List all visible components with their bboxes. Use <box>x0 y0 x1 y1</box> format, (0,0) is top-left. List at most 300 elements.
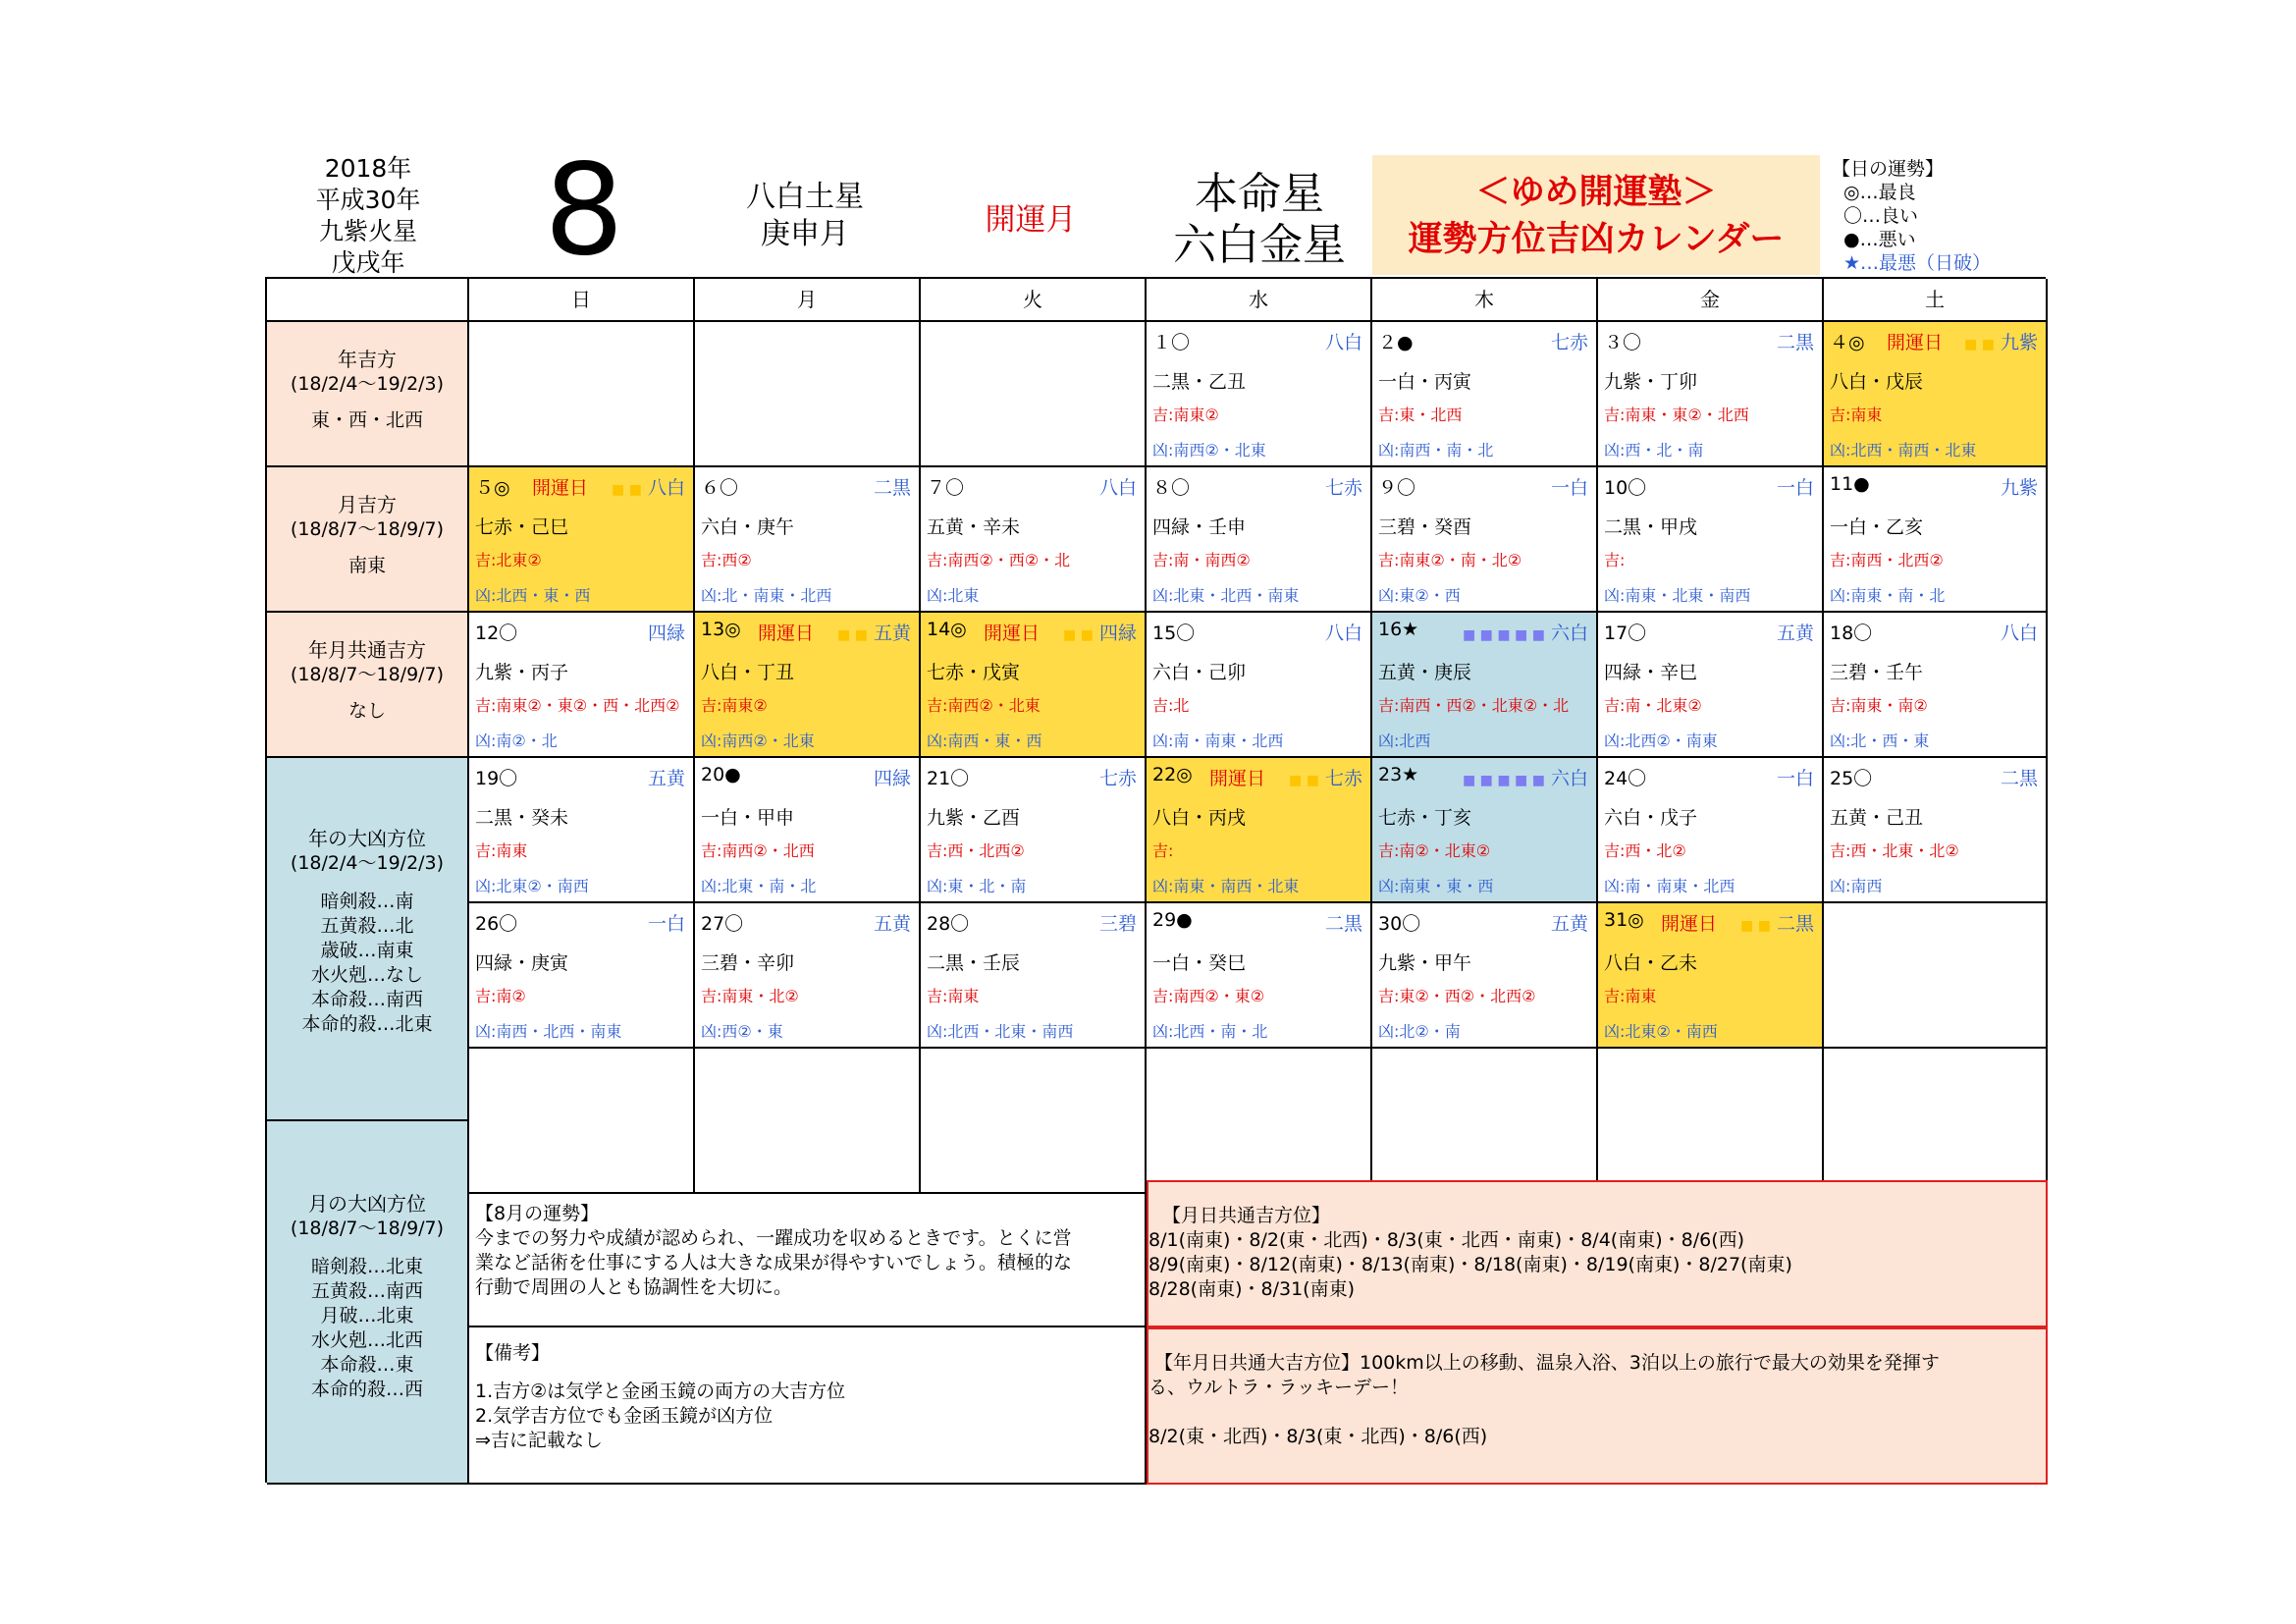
year-eto-line: 戊戌年 <box>331 248 405 277</box>
day-cell <box>921 613 1147 758</box>
day-cell <box>1598 613 1824 758</box>
day-number: ８〇 <box>1152 477 1191 499</box>
day-star: 二黒 <box>1776 332 1814 353</box>
day-number: ７〇 <box>927 477 965 499</box>
note-line: 8/28(南東)・8/31(南東) <box>1148 1278 1355 1300</box>
day-star: 四緑 <box>1098 623 1137 644</box>
day-kyo: 凶:南西・東・西 <box>927 731 1042 750</box>
weekday-sat: 土 <box>1824 279 2048 322</box>
day-cell <box>1372 322 1598 467</box>
day-eto: 四緑・庚寅 <box>475 952 569 974</box>
day-kyo: 凶:南東・北東・南西 <box>1604 586 1751 605</box>
day-kyo: 凶:北東②・南西 <box>475 877 589 895</box>
day-kichi: 吉:西② <box>701 551 752 569</box>
day-cell <box>695 903 921 1049</box>
weekday-wed: 水 <box>1147 279 1372 322</box>
day-kyo: 凶:南東・東・西 <box>1378 877 1494 895</box>
day-star: 九紫 <box>2000 477 2038 499</box>
day-number: ９〇 <box>1378 477 1416 499</box>
day-star-group <box>1551 909 1588 936</box>
day-header <box>1378 328 1588 355</box>
day-kyo: 凶:南・南東・北西 <box>1604 877 1735 895</box>
day-kichi: 吉: <box>1152 841 1174 860</box>
day-star-group <box>874 473 911 500</box>
day-star-group <box>648 619 685 645</box>
day-eto: 一白・丙寅 <box>1378 371 1472 393</box>
day-kichi: 吉:南西②・北東 <box>927 696 1041 715</box>
day-star: 二黒 <box>1776 913 1814 935</box>
day-number: 19〇 <box>475 768 518 789</box>
empty-day-cell <box>469 1049 695 1194</box>
side-range: (18/8/7～18/9/7) <box>290 518 445 540</box>
day-star: 二黒 <box>1324 913 1362 935</box>
day-cell <box>1147 903 1372 1049</box>
day-star: 九紫 <box>2000 332 2038 353</box>
day-kichi: 吉:南東 <box>1604 987 1657 1005</box>
note-line: 今までの努力や成績が認められ、一躍成功を収めるときです。とくに営 <box>475 1227 1072 1249</box>
side-lines <box>267 1255 467 1402</box>
legend <box>1832 157 2048 275</box>
year-info <box>265 153 471 279</box>
day-kichi: 吉:南東・南② <box>1830 696 1928 715</box>
day-cell <box>695 467 921 613</box>
day-header <box>1604 473 1814 501</box>
day-star-group <box>874 909 911 936</box>
day-kichi: 吉:南東②・南・北② <box>1378 551 1522 569</box>
day-header <box>701 764 911 791</box>
day-star: 四緑 <box>647 623 685 644</box>
day-star: 七赤 <box>1550 332 1588 353</box>
day-star: 五黄 <box>1550 913 1588 935</box>
note-line: る、ウルトラ・ラッキーデー！ <box>1148 1377 1410 1398</box>
day-header <box>475 473 685 501</box>
day-star-group <box>648 909 685 936</box>
day-number: 21〇 <box>927 768 970 789</box>
day-header <box>1152 328 1362 355</box>
day-eto: 四緑・壬申 <box>1152 516 1247 538</box>
side-line: 五黄殺…北 <box>320 915 414 937</box>
day-cell <box>695 758 921 903</box>
day-header <box>1378 473 1588 501</box>
day-kichi: 吉:南東② <box>1152 406 1219 424</box>
day-kichi: 吉:南東②・東②・西・北西② <box>475 696 680 715</box>
day-star: 五黄 <box>1776 623 1814 644</box>
day-eto: 九紫・乙酉 <box>927 807 1021 829</box>
day-number: 31◎ <box>1604 909 1644 931</box>
day-star: 五黄 <box>873 623 911 644</box>
side-title: 年月共通吉方 <box>308 638 426 662</box>
day-kichi: 吉:西・北西② <box>927 841 1025 860</box>
day-number: 18〇 <box>1830 623 1873 644</box>
day-star-group <box>648 764 685 790</box>
day-number: 30〇 <box>1378 913 1421 935</box>
day-kichi: 吉:南東・東②・北西 <box>1604 406 1749 424</box>
day-star: 二黒 <box>2000 768 2038 789</box>
day-star: 八白 <box>1098 477 1137 499</box>
day-star: 一白 <box>647 913 685 935</box>
day-cell <box>1147 758 1372 903</box>
day-number: 24〇 <box>1604 768 1647 789</box>
day-star-group <box>1777 619 1814 645</box>
day-kichi: 吉:南西・西②・北東②・北 <box>1378 696 1570 715</box>
note-line: 8/1(南東)・8/2(東・北西)・8/3(東・北西・南東)・8/4(南東)・8/6(西) <box>1148 1229 1745 1251</box>
day-star-group <box>1551 473 1588 500</box>
legend-best: ◎…最良 <box>1843 182 1916 203</box>
day-header <box>927 764 1137 791</box>
day-kichi: 吉:南② <box>475 987 526 1005</box>
side-title: 月吉方 <box>338 493 397 516</box>
day-star-group <box>1887 328 2038 354</box>
day-number: 25〇 <box>1830 768 1873 789</box>
day-kyo: 凶:南西・北西・南東 <box>475 1022 622 1041</box>
day-star-group <box>2001 619 2038 645</box>
day-number: 14◎ <box>927 619 967 640</box>
day-kichi: 吉:南②・北東② <box>1378 841 1491 860</box>
day-cell <box>695 613 921 758</box>
side-line: 本命的殺…西 <box>310 1379 423 1400</box>
day-kyo: 凶:南西 <box>1830 877 1883 895</box>
day-eto: 八白・丁丑 <box>701 662 795 683</box>
side-nen-kippo <box>267 322 469 467</box>
legend-title: 【日の運勢】 <box>1832 158 1945 180</box>
day-eto: 五黄・庚辰 <box>1378 662 1472 683</box>
day-star-group <box>1325 909 1362 936</box>
weekday-sun: 日 <box>469 279 695 322</box>
day-star: 七赤 <box>1324 477 1362 499</box>
day-eto: 一白・甲申 <box>701 807 795 829</box>
side-value: 南東 <box>347 555 386 576</box>
side-line: 歳破…南東 <box>320 940 414 961</box>
day-kyo: 凶:北西・東・西 <box>475 586 591 605</box>
day-cell <box>921 903 1147 1049</box>
day-number: 11● <box>1830 473 1870 495</box>
note-line: 2.気学吉方位でも金函玉鏡が凶方位 <box>475 1405 774 1427</box>
day-header <box>1378 909 1588 937</box>
day-header <box>1830 473 2038 501</box>
honmei-star <box>1147 169 1372 271</box>
day-header <box>1152 909 1362 937</box>
banner-line-1: ＜ゆめ開運塾＞ <box>1475 173 1717 212</box>
day-eto: 六白・戊子 <box>1604 807 1698 829</box>
year-star-line: 九紫火星 <box>318 217 417 245</box>
day-kichi: 吉:南西・北西② <box>1830 551 1944 569</box>
empty-day-cell <box>921 1049 1147 1194</box>
side-range: (18/2/4～19/2/3) <box>290 852 445 874</box>
empty-day-cell <box>1372 1049 1598 1194</box>
day-number: ２● <box>1378 332 1414 353</box>
day-eto: 五黄・己丑 <box>1830 807 1924 829</box>
day-cell <box>1598 758 1824 903</box>
empty-day-cell <box>921 322 1147 467</box>
day-cell <box>1147 613 1372 758</box>
day-star: 五黄 <box>647 768 685 789</box>
note-line: 8/9(南東)・8/12(南東)・8/13(南東)・8/18(南東)・8/19(南東)・8/27(南東) <box>1148 1254 1792 1275</box>
day-eto: 二黒・甲戌 <box>1604 516 1698 538</box>
day-star-group <box>1099 764 1137 790</box>
day-header <box>475 764 685 791</box>
note-line: 1.吉方②は気学と金函玉鏡の両方の大吉方位 <box>475 1380 846 1402</box>
day-star-group <box>1551 328 1588 354</box>
day-star: 四緑 <box>873 768 911 789</box>
day-eto: 三碧・辛卯 <box>701 952 795 974</box>
marker-icon: ■ ■ ■ ■ ■ <box>1462 627 1545 643</box>
side-line: 本命的殺…北東 <box>301 1013 433 1035</box>
empty-day-cell <box>695 322 921 467</box>
day-kichi: 吉:西・北② <box>1604 841 1686 860</box>
day-header <box>1830 328 2038 355</box>
day-cell <box>1372 467 1598 613</box>
day-eto: 九紫・丙子 <box>475 662 569 683</box>
weekday-thu: 木 <box>1372 279 1598 322</box>
day-kyo: 凶:北・西・東 <box>1830 731 1930 750</box>
legend-good: 〇…良い <box>1843 205 1919 227</box>
day-star: 八白 <box>647 477 685 499</box>
day-cell <box>921 758 1147 903</box>
day-kichi: 吉:東②・西②・北西② <box>1378 987 1536 1005</box>
day-star-group <box>984 619 1137 645</box>
day-kyo: 凶:南西②・北東 <box>1152 441 1266 460</box>
day-header <box>475 909 685 937</box>
day-number: ５◎ <box>475 477 510 499</box>
day-number: 16★ <box>1378 619 1419 640</box>
day-star: 一白 <box>1776 768 1814 789</box>
day-star-group <box>1099 473 1137 500</box>
day-kichi: 吉:南西②・東② <box>1152 987 1265 1005</box>
kaiun-day-label: 開運日 <box>532 477 589 499</box>
day-eto: 三碧・壬午 <box>1830 662 1924 683</box>
day-eto: 七赤・己巳 <box>475 516 569 538</box>
day-kichi: 吉:南西②・北西 <box>701 841 815 860</box>
day-kichi: 吉:南東 <box>1830 406 1883 424</box>
side-tsuki-daikyo <box>267 1121 469 1485</box>
day-number: ３〇 <box>1604 332 1642 353</box>
side-range: (18/2/4～19/2/3) <box>290 373 445 395</box>
year-line: 2018年 <box>324 154 412 183</box>
day-kichi: 吉:北東② <box>475 551 542 569</box>
side-kyotsu-kippo <box>267 613 469 758</box>
side-line: 五黄殺…南西 <box>310 1280 423 1302</box>
day-header <box>1152 764 1362 791</box>
side-line: 水火剋…なし <box>310 964 423 986</box>
day-number: 29● <box>1152 909 1193 931</box>
day-cell <box>1824 322 2048 467</box>
day-header <box>1152 473 1362 501</box>
day-eto: 三碧・癸酉 <box>1378 516 1472 538</box>
day-star: 八白 <box>1324 332 1362 353</box>
day-kyo: 凶:北・南東・北西 <box>701 586 832 605</box>
day-header <box>701 619 911 646</box>
day-star: 八白 <box>1324 623 1362 644</box>
day-star: 一白 <box>1776 477 1814 499</box>
side-value: 東・西・北西 <box>310 409 423 431</box>
side-title: 年の大凶方位 <box>308 827 426 850</box>
day-cell <box>1598 322 1824 467</box>
note-nengappi-daikippo <box>1147 1327 2048 1485</box>
empty-day-cell <box>1824 903 2048 1049</box>
day-kichi: 吉:北 <box>1152 696 1190 715</box>
legend-worst: ★…最悪（日破） <box>1843 252 1992 274</box>
note-line: 行動で周囲の人とも協調性を大切に。 <box>475 1276 793 1298</box>
day-header <box>927 473 1137 501</box>
day-number: 10〇 <box>1604 477 1647 499</box>
day-star-group <box>2001 764 2038 790</box>
day-kyo: 凶:東・北・南 <box>927 877 1027 895</box>
side-line: 本命殺…東 <box>320 1354 414 1376</box>
side-tsuki-kippo <box>267 467 469 613</box>
note-title: 【備考】 <box>475 1342 551 1364</box>
day-eto: 五黄・辛未 <box>927 516 1021 538</box>
day-kyo: 凶:北東 <box>927 586 980 605</box>
day-star-group <box>1661 909 1814 936</box>
day-cell <box>1598 467 1824 613</box>
day-cell <box>1598 903 1824 1049</box>
day-star-group <box>1209 764 1362 790</box>
day-number: 28〇 <box>927 913 970 935</box>
day-kichi: 吉:南西②・西②・北 <box>927 551 1071 569</box>
day-star-group <box>1463 619 1588 645</box>
day-kichi: 吉:南東② <box>701 696 768 715</box>
empty-day-cell <box>1824 1049 2048 1194</box>
day-cell <box>1372 613 1598 758</box>
side-line: 暗剣殺…北東 <box>310 1256 423 1277</box>
day-cell <box>1147 322 1372 467</box>
day-kyo: 凶:北東・南・北 <box>701 877 817 895</box>
day-eto: 九紫・丁卯 <box>1604 371 1698 393</box>
day-eto: 一白・乙亥 <box>1830 516 1924 538</box>
day-kyo: 凶:北西・南西・北東 <box>1830 441 1977 460</box>
day-star: 六白 <box>1550 768 1588 789</box>
day-cell <box>469 903 695 1049</box>
note-remarks <box>469 1327 1147 1485</box>
day-eto: 二黒・乙丑 <box>1152 371 1247 393</box>
day-eto: 二黒・壬辰 <box>927 952 1021 974</box>
day-star-group <box>1777 328 1814 354</box>
day-header <box>701 473 911 501</box>
day-header <box>475 619 685 646</box>
day-star: 五黄 <box>873 913 911 935</box>
day-kyo: 凶:南・南東・北西 <box>1152 731 1284 750</box>
note-monthly-fortune <box>469 1180 1147 1327</box>
day-kyo: 凶:北東・北西・南東 <box>1152 586 1300 605</box>
day-header <box>1378 764 1588 791</box>
kaiun-day-label: 開運日 <box>1887 332 1944 353</box>
day-header <box>1830 764 2038 791</box>
day-kyo: 凶:南東・南・北 <box>1830 586 1946 605</box>
day-star-group <box>758 619 911 645</box>
day-number: 27〇 <box>701 913 744 935</box>
empty-day-cell <box>1147 1049 1372 1194</box>
day-star: 一白 <box>1550 477 1588 499</box>
day-cell <box>1824 758 2048 903</box>
day-star: 二黒 <box>873 477 911 499</box>
kaiun-day-label: 開運日 <box>758 623 815 644</box>
kaiun-month-label: 開運月 <box>985 202 1077 238</box>
day-kichi: 吉:南東 <box>927 987 980 1005</box>
side-title: 年吉方 <box>338 348 397 371</box>
day-kichi: 吉:南東・北② <box>701 987 799 1005</box>
day-number: 20● <box>701 764 741 785</box>
day-kyo: 凶:南東・南西・北東 <box>1152 877 1300 895</box>
day-kichi: 吉:南東 <box>475 841 528 860</box>
day-header <box>701 909 911 937</box>
day-star: 七赤 <box>1324 768 1362 789</box>
day-eto: 九紫・甲午 <box>1378 952 1472 974</box>
day-cell <box>1147 467 1372 613</box>
day-eto: 一白・癸巳 <box>1152 952 1247 974</box>
day-star-group <box>1777 473 1814 500</box>
empty-day-cell <box>1598 1049 1824 1194</box>
marker-icon: ■ ■ ■ ■ ■ <box>1462 773 1545 788</box>
day-kichi: 吉:南・北東② <box>1604 696 1702 715</box>
note-tsukihi-kippo <box>1147 1180 2048 1327</box>
day-eto: 七赤・丁亥 <box>1378 807 1472 829</box>
day-number: 12〇 <box>475 623 518 644</box>
kaiun-day-label: 開運日 <box>1209 768 1266 789</box>
day-cell <box>1372 903 1598 1049</box>
day-number: ４◎ <box>1830 332 1865 353</box>
day-eto: 六白・庚午 <box>701 516 795 538</box>
day-cell <box>1824 467 2048 613</box>
day-number: 13◎ <box>701 619 741 640</box>
day-number: 17〇 <box>1604 623 1647 644</box>
note-line: ⇒吉に記載なし <box>475 1430 603 1451</box>
title-banner <box>1372 155 1820 275</box>
day-kyo: 凶:北②・南 <box>1378 1022 1461 1041</box>
month-number: 8 <box>544 137 624 284</box>
day-eto: 八白・乙未 <box>1604 952 1698 974</box>
side-title: 月の大凶方位 <box>308 1192 426 1216</box>
day-kyo: 凶:東②・西 <box>1378 586 1461 605</box>
weekday-mon: 月 <box>695 279 921 322</box>
note-line <box>1148 1400 2046 1425</box>
day-kyo: 凶:北西 <box>1378 731 1431 750</box>
day-number: 23★ <box>1378 764 1419 785</box>
day-header <box>1604 328 1814 355</box>
day-cell <box>1824 613 2048 758</box>
day-eto: 二黒・癸未 <box>475 807 569 829</box>
day-eto: 八白・戊辰 <box>1830 371 1924 393</box>
heisei-line: 平成30年 <box>315 186 421 214</box>
marker-icon: ■ ■ <box>837 627 868 643</box>
weekday-tue: 火 <box>921 279 1147 322</box>
kaiun-day-label: 開運日 <box>1661 913 1718 935</box>
banner-line-2: 運勢方位吉凶カレンダー <box>1408 220 1785 259</box>
calendar-grid <box>265 277 2046 1483</box>
day-header <box>1604 764 1814 791</box>
day-star: 三碧 <box>1098 913 1137 935</box>
day-header <box>1152 619 1362 646</box>
day-eto: 八白・丙戌 <box>1152 807 1247 829</box>
marker-icon: ■ ■ <box>1740 918 1771 934</box>
day-kichi: 吉:東・北西 <box>1378 406 1463 424</box>
marker-icon: ■ ■ <box>1964 337 1995 352</box>
side-range: (18/8/7～18/9/7) <box>290 1218 445 1239</box>
day-star-group <box>1325 619 1362 645</box>
day-kichi: 吉:南・南西② <box>1152 551 1251 569</box>
day-kichi: 吉: <box>1604 551 1626 569</box>
side-line: 暗剣殺…南 <box>320 891 414 912</box>
honmei-value: 六白金星 <box>1173 220 1346 270</box>
day-header <box>1604 909 1814 937</box>
day-header <box>927 909 1137 937</box>
month-star-line: 八白土星 <box>746 180 864 214</box>
day-header <box>1830 619 2038 646</box>
day-eto: 四緑・辛巳 <box>1604 662 1698 683</box>
day-kyo: 凶:南②・北 <box>475 731 558 750</box>
day-cell <box>921 467 1147 613</box>
side-line: 水火剋…北西 <box>310 1329 423 1351</box>
side-value: なし <box>347 700 386 722</box>
